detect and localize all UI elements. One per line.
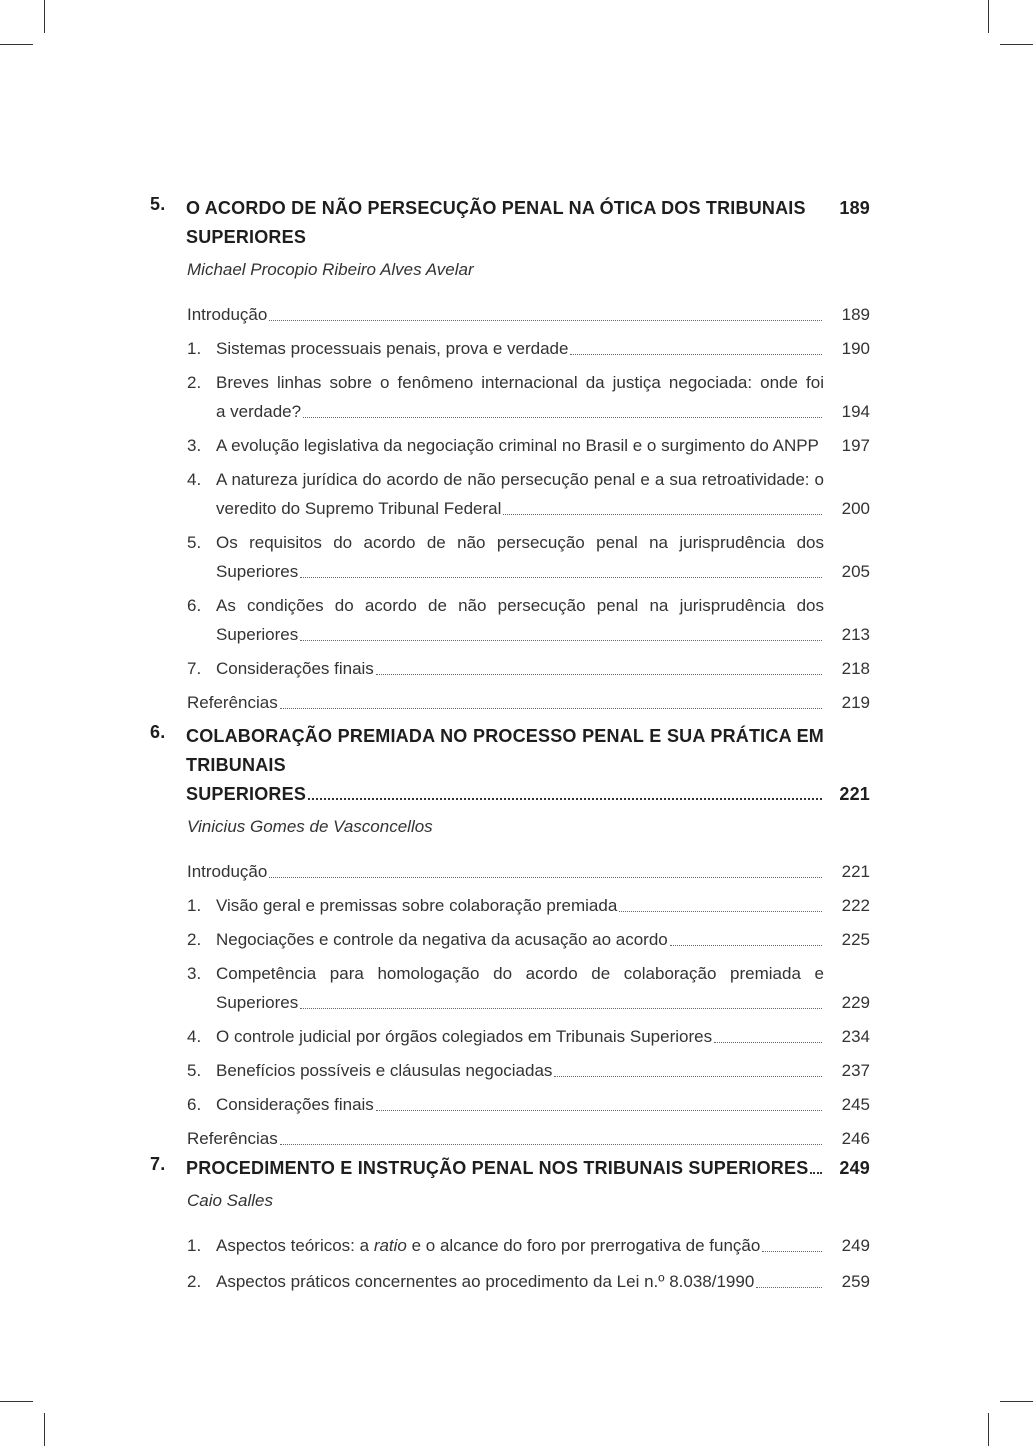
entry-text: Superiores (216, 993, 299, 1012)
entry-number: 4. (187, 1027, 202, 1046)
dot-leader (554, 1056, 822, 1077)
entry-text: Benefícios possíveis e cláusulas negociadas (216, 1061, 553, 1080)
chapter-title-line: COLABORAÇÃO PREMIADA NO PROCESSO PENAL E SUA PRÁTICA EM TRIBUNAIS (186, 726, 824, 775)
chapter-6 (150, 722, 870, 1158)
toc-entry[interactable] (187, 1056, 870, 1085)
entry-page: 189 (841, 305, 870, 324)
dot-leader (308, 780, 822, 800)
entry-number: 5. (187, 1061, 202, 1080)
entry-text-part: Aspectos teóricos: a (216, 1236, 374, 1255)
entry-page: 218 (841, 659, 870, 678)
chapter-title: O ACORDO DE NÃO PERSECUÇÃO PENAL NA ÓTICA DOS TRIBUNAIS SUPERIORES (186, 198, 806, 247)
toc-entry[interactable] (187, 959, 870, 1017)
entry-text: O controle judicial por órgãos colegiados em Tribunais Superiores (216, 1027, 713, 1046)
entry-list (187, 857, 870, 1153)
entry-text: Visão geral e premissas sobre colaboração premiada (216, 896, 618, 915)
toc-entry[interactable] (187, 688, 870, 717)
toc-entry[interactable] (187, 891, 870, 920)
chapter-title: SUPERIORES (186, 784, 307, 804)
entry-page: 190 (841, 339, 870, 358)
entry-number: 1. (187, 339, 202, 358)
entry-list (187, 300, 870, 717)
dot-leader (269, 857, 822, 878)
entry-page: 246 (841, 1129, 870, 1148)
dot-leader (280, 1124, 822, 1145)
entry-text: veredito do Supremo Tribunal Federal (216, 499, 502, 518)
entry-list (187, 1231, 870, 1296)
dot-leader (303, 397, 822, 418)
crop-mark (0, 44, 33, 45)
toc-entry[interactable] (187, 1022, 870, 1051)
toc-entry[interactable] (187, 1090, 870, 1119)
crop-mark (988, 1413, 989, 1446)
entry-number: 6. (187, 1095, 202, 1114)
chapter-author: Michael Procopio Ribeiro Alves Avelar (187, 260, 474, 279)
toc-entry[interactable] (187, 925, 870, 954)
dot-leader (503, 494, 822, 515)
entry-text: Negociações e controle da negativa da acusação ao acordo (216, 930, 668, 949)
chapter-5 (150, 194, 870, 722)
dot-leader (269, 300, 822, 321)
entry-number: 2. (187, 930, 202, 949)
dot-leader (300, 557, 822, 578)
entry-text-line: Os requisitos do acordo de não persecução penal na jurisprudência dos (216, 533, 824, 552)
entry-text: Aspectos práticos concernentes ao procedimento da Lei n.º 8.038/1990 (216, 1272, 755, 1291)
dot-leader (376, 654, 822, 675)
entry-number: 2. (187, 1272, 202, 1291)
entry-page: 200 (841, 499, 870, 518)
crop-mark (1000, 44, 1033, 45)
entry-text: Superiores (216, 625, 299, 644)
entry-page: 197 (841, 436, 870, 455)
entry-number: 4. (187, 470, 202, 489)
chapter-7 (150, 1154, 870, 1301)
chapter-page: 249 (839, 1158, 870, 1178)
toc-entry[interactable] (187, 857, 870, 886)
entry-text: Considerações finais (216, 659, 374, 678)
toc-entry[interactable] (187, 1124, 870, 1153)
entry-page: 234 (841, 1027, 870, 1046)
dot-leader (376, 1090, 822, 1111)
entry-text-line: Breves linhas sobre o fenômeno internacional da justiça negociada: onde foi (216, 373, 824, 392)
chapter-author: Vinicius Gomes de Vasconcellos (187, 817, 433, 836)
entry-text: Referências (187, 1129, 278, 1148)
entry-text (216, 1231, 760, 1260)
dot-leader (756, 1267, 822, 1288)
dot-leader (714, 1022, 822, 1043)
entry-text-italic: ratio (373, 1236, 407, 1255)
dot-leader (619, 891, 822, 912)
entry-page: 245 (841, 1095, 870, 1114)
dot-leader (810, 1154, 822, 1174)
toc-entry[interactable] (187, 528, 870, 586)
toc-entry[interactable] (187, 334, 870, 363)
entry-page: 222 (841, 896, 870, 915)
dot-leader (300, 988, 822, 1009)
entry-number: 7. (187, 659, 202, 678)
chapter-page: 189 (839, 198, 870, 218)
entry-number: 6. (187, 596, 202, 615)
dot-leader (280, 688, 822, 709)
toc-entry[interactable] (187, 654, 870, 683)
toc-entry[interactable] (187, 431, 870, 460)
toc-entry[interactable] (187, 300, 870, 329)
crop-mark (1000, 1401, 1033, 1402)
entry-number: 1. (187, 896, 202, 915)
entry-text-line: Competência para homologação do acordo de colaboração premiada e (216, 964, 824, 983)
toc-entry[interactable] (187, 1267, 870, 1296)
dot-leader (762, 1231, 822, 1252)
entry-page: 237 (841, 1061, 870, 1080)
entry-number: 5. (187, 533, 202, 552)
entry-page: 249 (841, 1236, 870, 1255)
entry-page: 205 (841, 562, 870, 581)
toc-entry[interactable] (187, 368, 870, 426)
crop-mark (988, 0, 989, 33)
chapter-heading[interactable] (150, 1154, 870, 1183)
entry-text: Considerações finais (216, 1095, 374, 1114)
entry-text: Sistemas processuais penais, prova e verdade (216, 339, 569, 358)
chapter-author: Caio Salles (187, 1191, 273, 1210)
entry-page: 194 (841, 402, 870, 421)
chapter-page: 221 (839, 784, 870, 804)
entry-text-line: As condições do acordo de não persecução penal na jurisprudência dos (216, 596, 824, 615)
chapter-heading[interactable] (150, 194, 870, 252)
entry-text-line: A natureza jurídica do acordo de não persecução penal e a sua retroatividade: o (216, 470, 824, 489)
entry-number: 2. (187, 373, 202, 392)
entry-page: 259 (841, 1272, 870, 1291)
toc-entry[interactable] (187, 465, 870, 523)
crop-mark (44, 1413, 45, 1446)
entry-number: 1. (187, 1236, 202, 1255)
chapter-number: 7. (150, 1154, 166, 1174)
chapter-number: 6. (150, 722, 166, 742)
toc-entry[interactable] (187, 1231, 870, 1260)
entry-page: 213 (841, 625, 870, 644)
entry-text-part: e o alcance do foro por prerrogativa de função (406, 1236, 761, 1255)
entry-text: Introdução (187, 305, 268, 324)
crop-mark (0, 1401, 33, 1402)
crop-mark (44, 0, 45, 33)
entry-text: Referências (187, 693, 278, 712)
entry-text: A evolução legislativa da negociação criminal no Brasil e o surgimento do ANPP (216, 436, 819, 455)
chapter-number: 5. (150, 194, 166, 214)
entry-page: 229 (841, 993, 870, 1012)
entry-text: Introdução (187, 862, 268, 881)
chapter-title: PROCEDIMENTO E INSTRUÇÃO PENAL NOS TRIBUNAIS SUPERIORES (186, 1158, 809, 1178)
dot-leader (300, 620, 822, 641)
dot-leader (570, 334, 822, 355)
entry-number: 3. (187, 964, 202, 983)
entry-text: a verdade? (216, 402, 302, 421)
entry-page: 225 (841, 930, 870, 949)
entry-page: 221 (841, 862, 870, 881)
entry-text: Superiores (216, 562, 299, 581)
entry-page: 219 (841, 693, 870, 712)
chapter-heading[interactable] (150, 722, 870, 809)
toc-entry[interactable] (187, 591, 870, 649)
entry-number: 3. (187, 436, 202, 455)
dot-leader (670, 925, 822, 946)
